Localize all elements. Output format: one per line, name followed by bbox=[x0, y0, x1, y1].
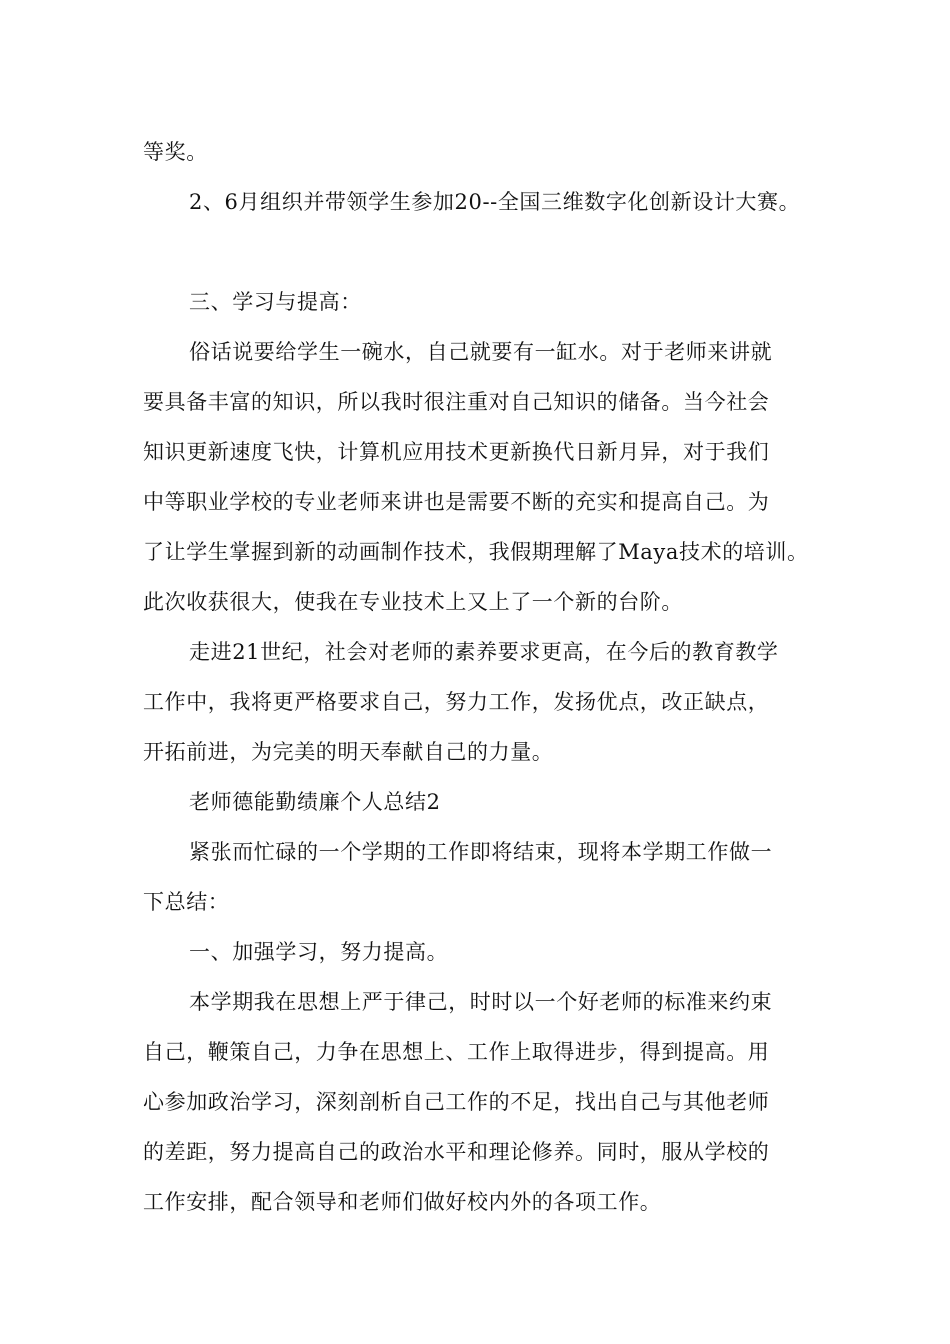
text-line: 俗话说要给学生一碗水，自己就要有一缸水。对于老师来讲就 bbox=[189, 340, 773, 364]
text-line: 下总结： bbox=[143, 890, 230, 914]
text-line: 工作安排，配合领导和老师们做好校内外的各项工作。 bbox=[143, 1190, 662, 1214]
text-line: 自己，鞭策自己，力争在思想上、工作上取得进步，得到提高。用 bbox=[143, 1040, 770, 1064]
text-line: 此次收获很大，使我在专业技术上又上了一个新的台阶。 bbox=[143, 590, 683, 614]
text-line: 开拓前进，为完美的明天奉献自己的力量。 bbox=[143, 740, 554, 764]
text-line: 知识更新速度飞快，计算机应用技术更新换代日新月异，对于我们 bbox=[143, 440, 770, 464]
text-line: 本学期我在思想上严于律己，时时以一个好老师的标准来约束 bbox=[189, 990, 773, 1014]
text-line: 等奖。 bbox=[143, 140, 208, 164]
text-line: 2、6月组织并带领学生参加20--全国三维数字化创新设计大赛。 bbox=[189, 190, 801, 214]
text-line: 走进21世纪，社会对老师的素养要求更高，在今后的教育教学 bbox=[189, 640, 779, 664]
section-heading: 一、加强学习，努力提高。 bbox=[189, 940, 449, 964]
text-line: 了让学生掌握到新的动画制作技术，我假期理解了Maya技术的培训。 bbox=[143, 540, 809, 564]
text-line: 心参加政治学习，深刻剖析自己工作的不足，找出自己与其他老师 bbox=[143, 1090, 770, 1114]
document-title: 老师德能勤绩廉个人总结2 bbox=[189, 790, 441, 814]
text-line: 要具备丰富的知识，所以我时很注重对自己知识的储备。当今社会 bbox=[143, 390, 770, 414]
text-line: 工作中，我将更严格要求自己，努力工作，发扬优点，改正缺点， bbox=[143, 690, 770, 714]
section-heading: 三、学习与提高： bbox=[189, 290, 362, 314]
text-line: 的差距，努力提高自己的政治水平和理论修养。同时，服从学校的 bbox=[143, 1140, 770, 1164]
text-line: 紧张而忙碌的一个学期的工作即将结束，现将本学期工作做一 bbox=[189, 840, 773, 864]
text-line: 中等职业学校的专业老师来讲也是需要不断的充实和提高自己。为 bbox=[143, 490, 770, 514]
